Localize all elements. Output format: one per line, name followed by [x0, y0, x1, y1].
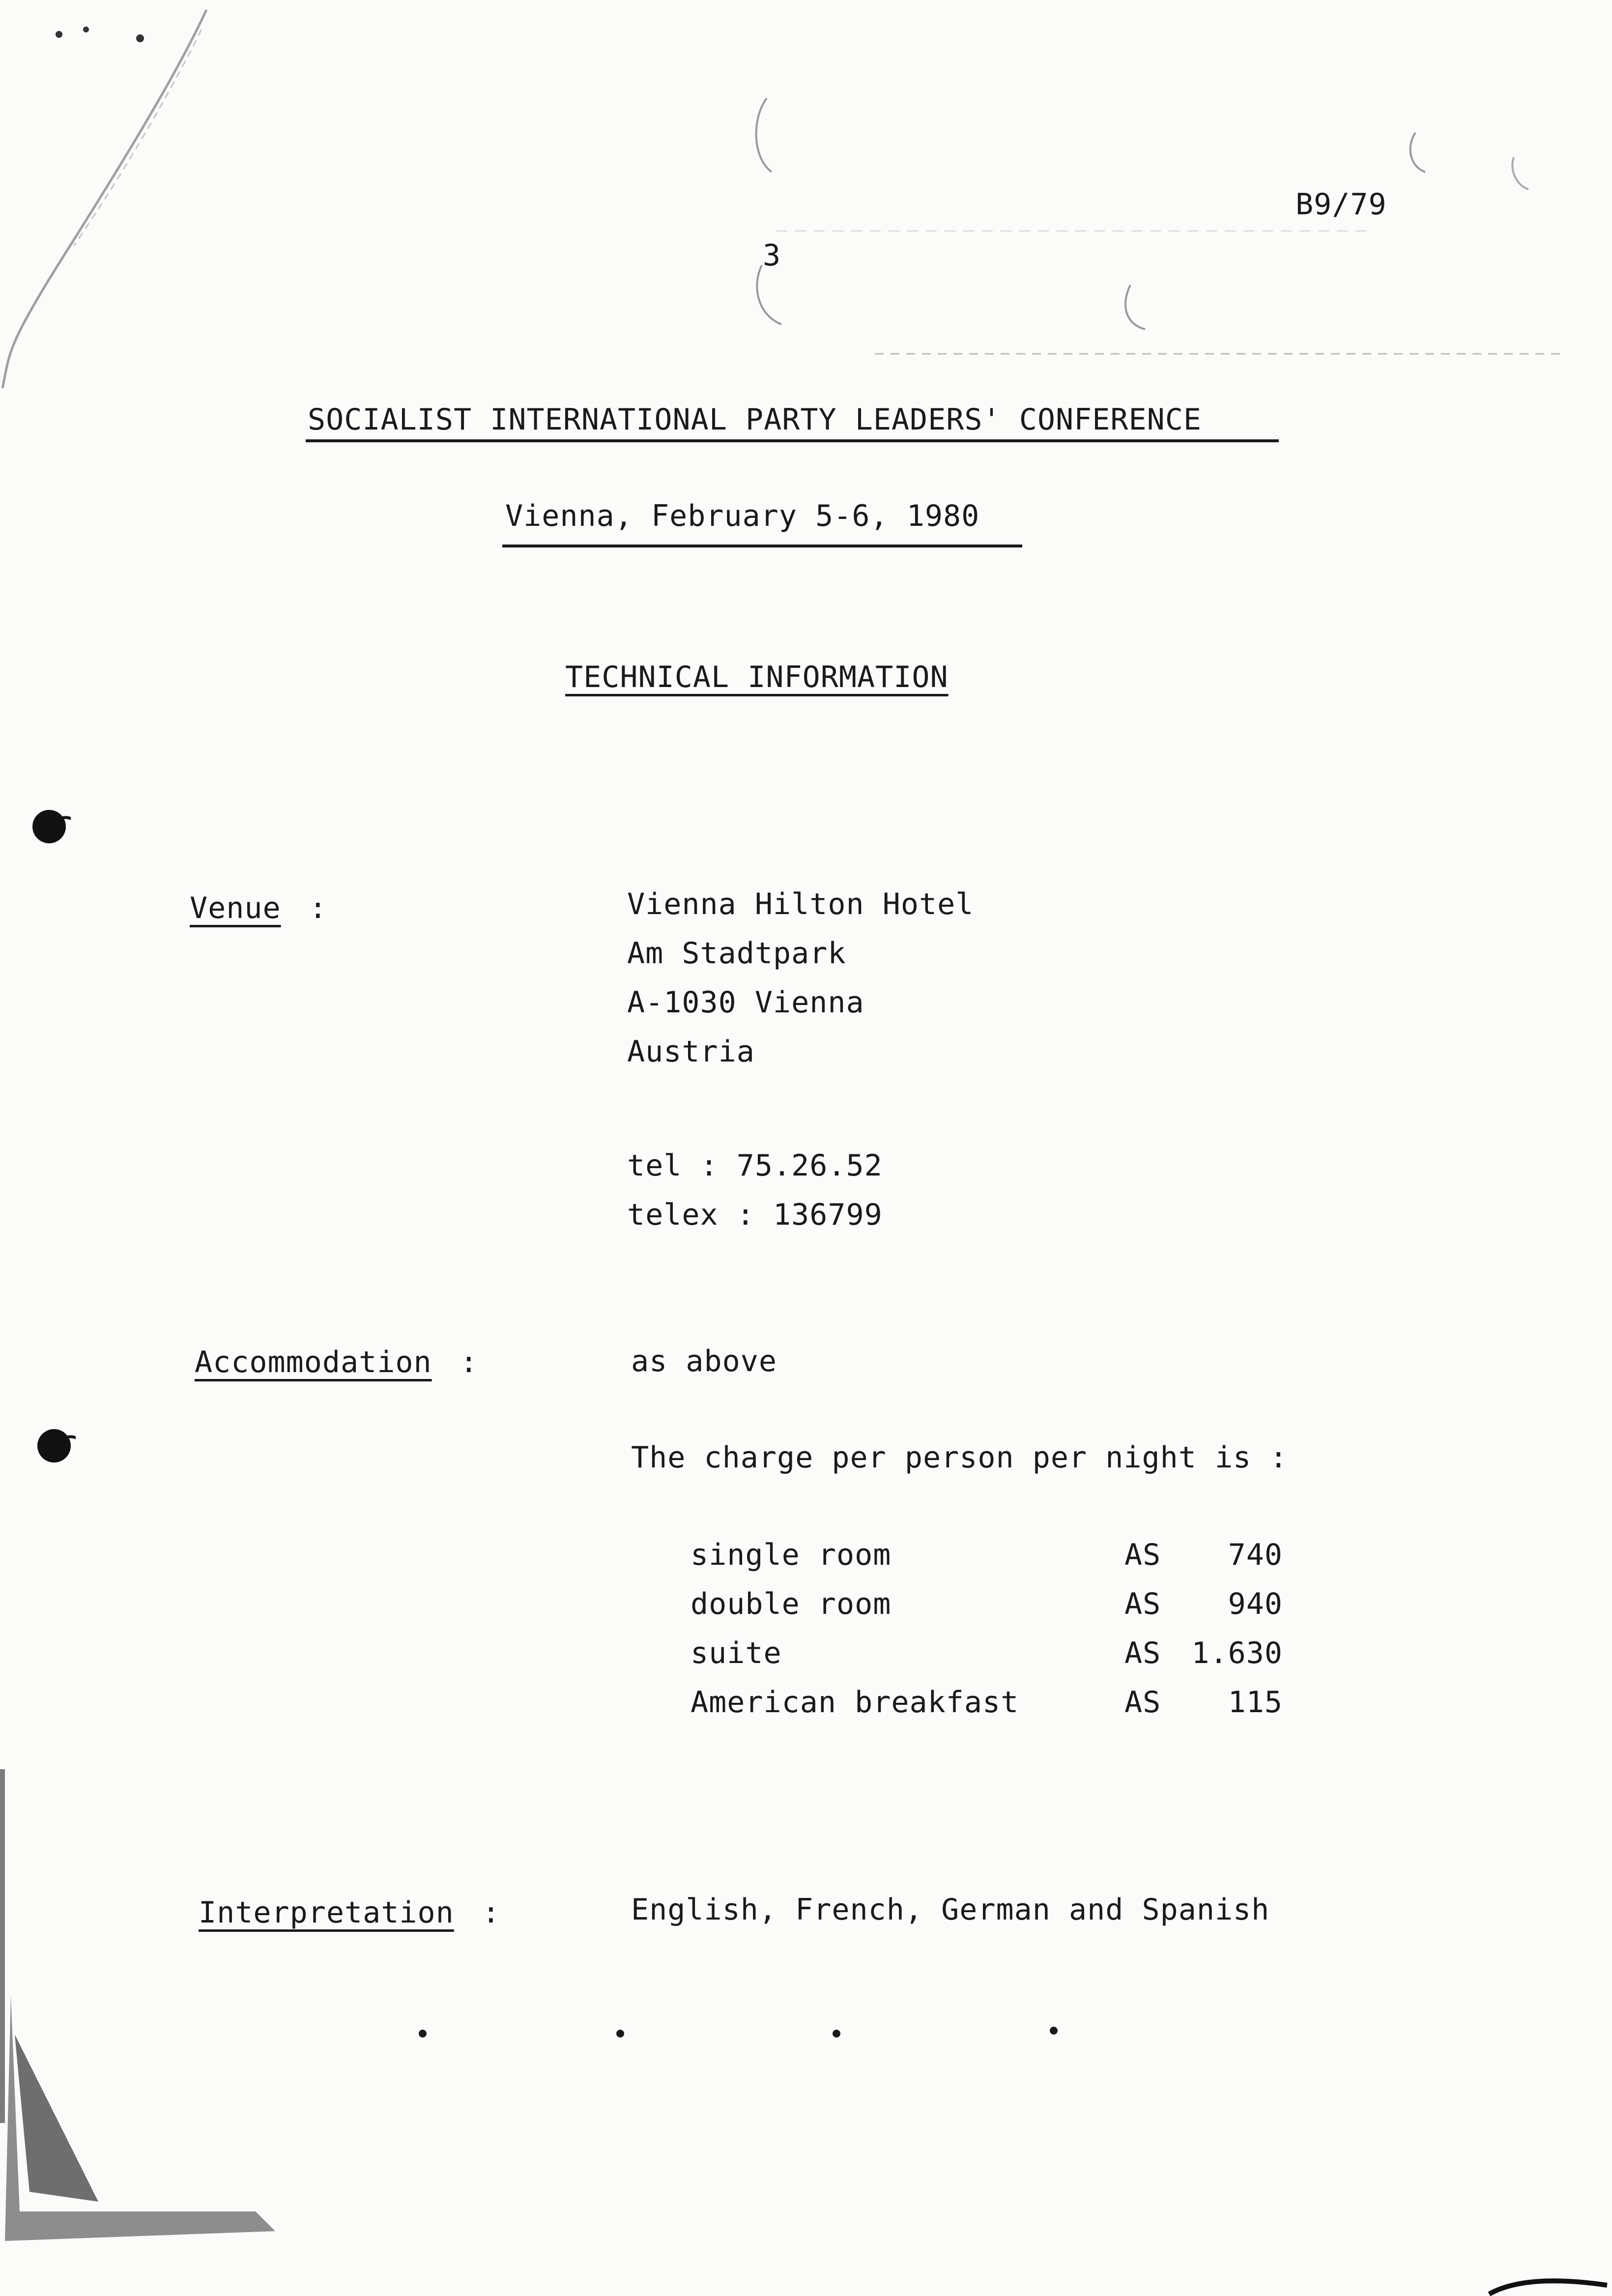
venue-telex: telex : 136799	[627, 1198, 883, 1232]
scan-streak-artifact	[0, 0, 236, 403]
conference-date: Vienna, February 5-6, 1980	[505, 499, 980, 533]
footer-dot	[1050, 2027, 1058, 2035]
venue-address-line: Austria	[627, 1034, 755, 1069]
rate-room: double room	[691, 1587, 892, 1621]
venue-address-line: Am Stadtpark	[627, 936, 846, 971]
conference-title: SOCIALIST INTERNATIONAL PARTY LEADERS' CONFERENCE	[308, 402, 1202, 437]
venue-label: Venue	[190, 891, 281, 925]
footer-dot	[833, 2030, 840, 2038]
rate-amount: 115	[1228, 1685, 1283, 1720]
charge-intro: The charge per person per night is :	[631, 1440, 1288, 1475]
rate-currency: AS	[1124, 1685, 1161, 1720]
interpretation-label-group	[199, 1895, 500, 1930]
conference-date-underline	[502, 545, 1022, 547]
interpretation-label: Interpretation	[199, 1895, 454, 1930]
hole-punch-icon	[29, 806, 71, 847]
rate-room: single room	[691, 1538, 892, 1572]
hole-punch-icon	[34, 1425, 76, 1466]
rate-currency: AS	[1124, 1538, 1161, 1572]
rate-room: American breakfast	[691, 1685, 1019, 1720]
footer-dot	[616, 2030, 624, 2038]
reference-number: B9/79	[1295, 187, 1387, 222]
accommodation-note: as above	[631, 1344, 777, 1378]
interpretation-languages: English, French, German and Spanish	[631, 1893, 1270, 1927]
venue-colon: :	[309, 891, 327, 925]
interpretation-colon: :	[482, 1895, 500, 1930]
rate-currency: AS	[1124, 1636, 1161, 1670]
rate-room: suite	[691, 1636, 782, 1670]
accommodation-colon: :	[460, 1345, 478, 1379]
rate-amount: 940	[1228, 1587, 1283, 1621]
scan-marks-artifact	[678, 10, 1563, 383]
venue-telephone: tel : 75.26.52	[627, 1148, 883, 1183]
venue-address-line: Vienna Hilton Hotel	[627, 887, 974, 921]
rate-amount: 740	[1228, 1538, 1283, 1572]
page-number: 3	[763, 238, 781, 273]
accommodation-label-group	[195, 1345, 478, 1379]
conference-title-underline	[306, 439, 1279, 442]
section-heading: TECHNICAL INFORMATION	[565, 660, 949, 694]
rate-currency: AS	[1124, 1587, 1161, 1621]
venue-label-group	[190, 893, 327, 923]
corner-mark-artifact	[1484, 2275, 1612, 2296]
venue-address-line: A-1030 Vienna	[627, 985, 864, 1020]
accommodation-label: Accommodation	[195, 1345, 432, 1379]
scan-edge-artifact	[0, 1769, 305, 2261]
footer-dot	[419, 2030, 427, 2038]
rate-amount: 1.630	[1191, 1636, 1283, 1670]
